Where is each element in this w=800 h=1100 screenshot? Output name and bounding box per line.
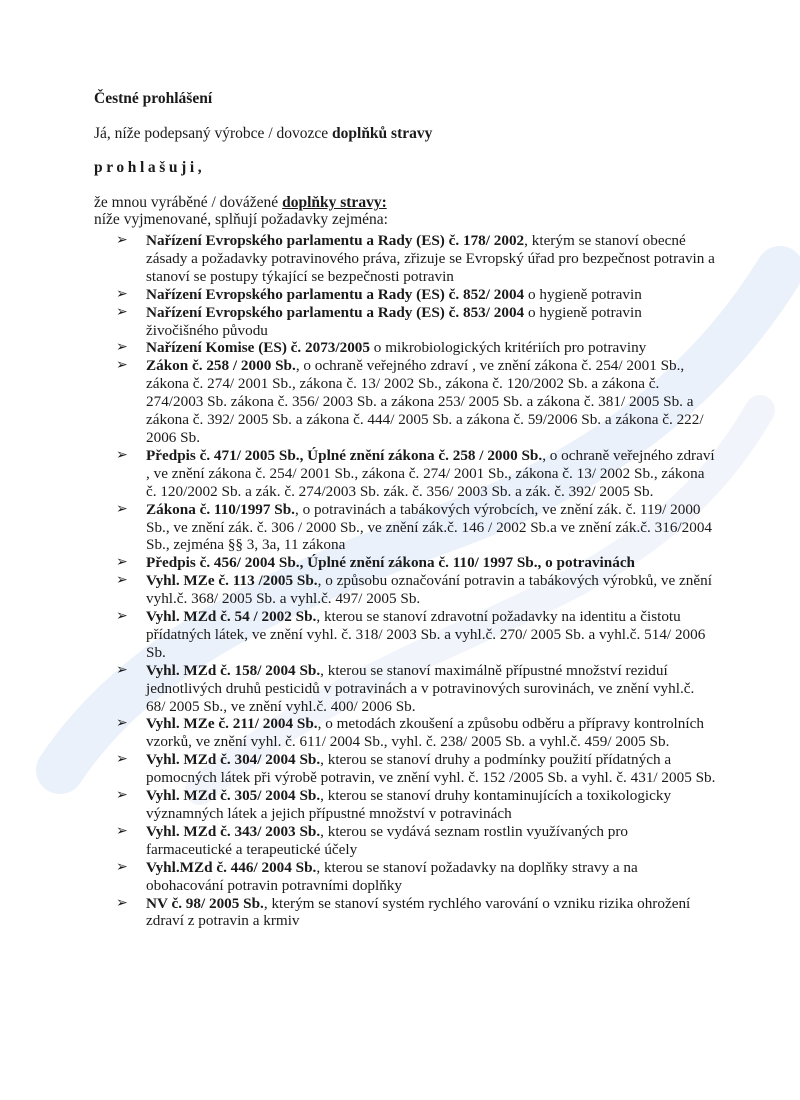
regulation-item bbox=[116, 447, 716, 501]
regulation-description: , o způsobu označování potravin a tabákových výrobků, ve znění vyhl.č. 368/ 2005 Sb. a vyhl.č. 497/ 2005 Sb. bbox=[146, 572, 712, 608]
regulation-item bbox=[116, 787, 716, 823]
regulation-description: , o potravinách a tabákových výrobcích, ve znění zák. č. 119/ 2000 Sb., ve znění zák. č. 306 / 2000 Sb., ve znění zák.č. 146 / 2002 Sb.a ve znění zák.č. 316/2004 Sb., zejména §§ 3, 3a, 11 zákona bbox=[146, 500, 713, 554]
regulation-title: Předpis č. 471/ 2005 Sb., Úplné znění zákona č. 258 / 2000 Sb. bbox=[146, 446, 543, 464]
regulation-item bbox=[116, 304, 716, 340]
regulation-description: , kterou se stanoví zdravotní požadavky na identitu a čistotu přídatných látek, ve znění vyhl. č. 318/ 2003 Sb. a vyhl.č. 270/ 2005 Sb. a vyhl.č. 514/ 2006 Sb. bbox=[146, 608, 706, 661]
regulation-item bbox=[116, 895, 716, 931]
regulation-item bbox=[116, 751, 716, 787]
regulation-item bbox=[116, 501, 716, 555]
arrow-right-icon: ➢ bbox=[116, 357, 128, 374]
regulation-title: Nařízení Evropského parlamentu a Rady (ES) č. 178/ 2002 bbox=[146, 232, 525, 249]
regulation-item bbox=[116, 608, 716, 662]
arrow-right-icon: ➢ bbox=[116, 822, 128, 839]
regulation-item bbox=[116, 554, 716, 572]
regulation-title: Vyhl. MZd č. 343/ 2003 Sb. bbox=[146, 822, 321, 840]
arrow-right-icon: ➢ bbox=[116, 608, 128, 625]
arrow-right-icon: ➢ bbox=[116, 232, 128, 248]
regulation-description: , o ochraně veřejného zdraví , ve znění zákona č. 254/ 2001 Sb., zákona č. 274/ 2001 Sb., zákona č. 13/ 2002 Sb., zákona č. 120/2002 Sb. a zákona č. 274/2003 Sb. zákona č. 356/ 2003 Sb. a zákona 253/ 2005 Sb. a zákona č. 381/ 2005 Sb. a zákona č. 392/ 2005 Sb. a zákona č. 444/ 2005 Sb. a zákona č. 59/2006 Sb. a zákona č. 222/ 2006 Sb. bbox=[146, 357, 704, 446]
arrow-right-icon: ➢ bbox=[116, 285, 128, 302]
manufacturer-line bbox=[94, 125, 432, 143]
regulation-title: NV č. 98/ 2005 Sb. bbox=[146, 894, 264, 912]
regulation-description: , kterou se stanoví druhy a podmínky použití přídatných a pomocných látek při výrobě potravin, ve znění vyhl. č. 152 /2005 Sb. a vyhl. č. 431/ 2005 Sb. bbox=[146, 751, 716, 787]
arrow-right-icon: ➢ bbox=[116, 303, 128, 320]
intro-underlined: doplňky stravy: bbox=[282, 194, 387, 211]
arrow-right-icon: ➢ bbox=[116, 858, 128, 875]
regulation-title: Vyhl. MZe č. 113 /2005 Sb. bbox=[146, 572, 318, 590]
regulation-item bbox=[116, 859, 716, 895]
manufacturer-text: Já, níže podepsaný výrobce / dovozce bbox=[94, 125, 333, 142]
regulation-title: Vyhl. MZd č. 54 / 2002 Sb. bbox=[146, 608, 317, 626]
regulation-item bbox=[116, 339, 716, 357]
declaration-word: prohlašuji, bbox=[94, 159, 206, 176]
arrow-right-icon: ➢ bbox=[116, 339, 128, 356]
regulation-item bbox=[116, 232, 716, 286]
regulation-item bbox=[116, 662, 716, 716]
arrow-right-icon: ➢ bbox=[116, 554, 128, 571]
regulation-title: Nařízení Evropského parlamentu a Rady (ES) č. 852/ 2004 bbox=[146, 285, 525, 303]
regulation-list bbox=[116, 232, 716, 930]
arrow-right-icon: ➢ bbox=[116, 894, 128, 911]
regulation-title: Zákona č. 110/1997 Sb. bbox=[146, 500, 295, 518]
arrow-right-icon: ➢ bbox=[116, 446, 128, 463]
regulation-description: , kterou se stanoví maximálně přípustné množství reziduí jednotlivých druhů pesticidů v potravinách a v potravinových surovinách, ve znění vyhl.č. 68/ 2005 Sb., ve znění vyhl.č. 400/ 2006 Sb. bbox=[146, 661, 695, 715]
regulation-description: , o metodách zkoušení a způsobu odběru a přípravy kontrolních vzorků, ve znění vyhl. č. 611/ 2004 Sb., vyhl. č. 238/ 2005 Sb. a vyhl.č. 459/ 2005 Sb. bbox=[146, 715, 704, 751]
arrow-right-icon: ➢ bbox=[116, 661, 128, 678]
regulation-title: Předpis č. 456/ 2004 Sb., Úplné znění zákona č. 110/ 1997 Sb., o potravinách bbox=[146, 554, 636, 572]
arrow-right-icon: ➢ bbox=[116, 715, 128, 732]
arrow-right-icon: ➢ bbox=[116, 500, 128, 517]
regulation-description: o mikrobiologických kritériích pro potraviny bbox=[370, 339, 647, 357]
regulation-description: , kterým se stanoví obecné zásady a požadavky potravinového práva, zřizuje se Evropský úřad pro bezpečnost potravin a stanoví se postupy týkající se bezpečnosti potravin bbox=[146, 232, 715, 285]
regulation-description: o hygieně potravin živočišného původu bbox=[146, 303, 642, 339]
intro-text-2: níže vyjmenované, splňují požadavky zejména: bbox=[94, 211, 388, 228]
regulation-item bbox=[116, 357, 716, 447]
regulation-description: , o ochraně veřejného zdraví , ve znění zákona č. 254/ 2001 Sb., zákona č. 274/ 2001 Sb., zákona č. 13/ 2002 Sb., zákona č. 120/2002 Sb. a zák. č. 274/2003 Sb. zák. č. 356/ 2003 Sb. a zák. č. 392/ 2005 Sb. bbox=[146, 446, 715, 500]
regulation-item bbox=[116, 286, 716, 304]
arrow-right-icon: ➢ bbox=[116, 751, 128, 768]
regulation-title: Nařízení Komise (ES) č. 2073/2005 bbox=[146, 339, 370, 357]
regulation-title: Vyhl. MZd č. 304/ 2004 Sb. bbox=[146, 751, 321, 769]
regulation-item bbox=[116, 715, 716, 751]
regulation-description: , kterou se stanoví druhy kontaminujících a toxikologicky významných látek a jejich přípustné množství v potravinách bbox=[146, 787, 672, 822]
intro-text: že mnou vyráběné / dovážené bbox=[94, 194, 283, 211]
intro-paragraph bbox=[94, 194, 388, 228]
regulation-item bbox=[116, 823, 716, 859]
regulation-title: Vyhl. MZe č. 211/ 2004 Sb. bbox=[146, 715, 318, 733]
document-title: Čestné prohlášení bbox=[94, 90, 213, 107]
regulation-description: , kterou se vydává seznam rostlin využívaných pro farmaceutické a terapeutické účely bbox=[146, 822, 629, 858]
regulation-title: Vyhl. MZd č. 305/ 2004 Sb. bbox=[146, 787, 321, 805]
regulation-description: , kterou se stanoví požadavky na doplňky stravy a na obohacování potravin potravními doplňky bbox=[146, 858, 638, 894]
regulation-description: o hygieně potravin bbox=[524, 285, 642, 303]
regulation-title: Vyhl.MZd č. 446/ 2004 Sb. bbox=[146, 858, 317, 876]
arrow-right-icon: ➢ bbox=[116, 572, 128, 589]
regulation-description: , kterým se stanoví systém rychlého varování o vzniku rizika ohrožení zdraví z potravin a krmiv bbox=[146, 894, 691, 930]
regulation-title: Zákon č. 258 / 2000 Sb. bbox=[146, 357, 296, 375]
regulation-title: Vyhl. MZd č. 158/ 2004 Sb. bbox=[146, 661, 321, 679]
regulation-item bbox=[116, 572, 716, 608]
regulation-title: Nařízení Evropského parlamentu a Rady (ES) č. 853/ 2004 bbox=[146, 303, 525, 321]
arrow-right-icon: ➢ bbox=[116, 787, 128, 804]
supplements-label: doplňků stravy bbox=[332, 125, 433, 142]
